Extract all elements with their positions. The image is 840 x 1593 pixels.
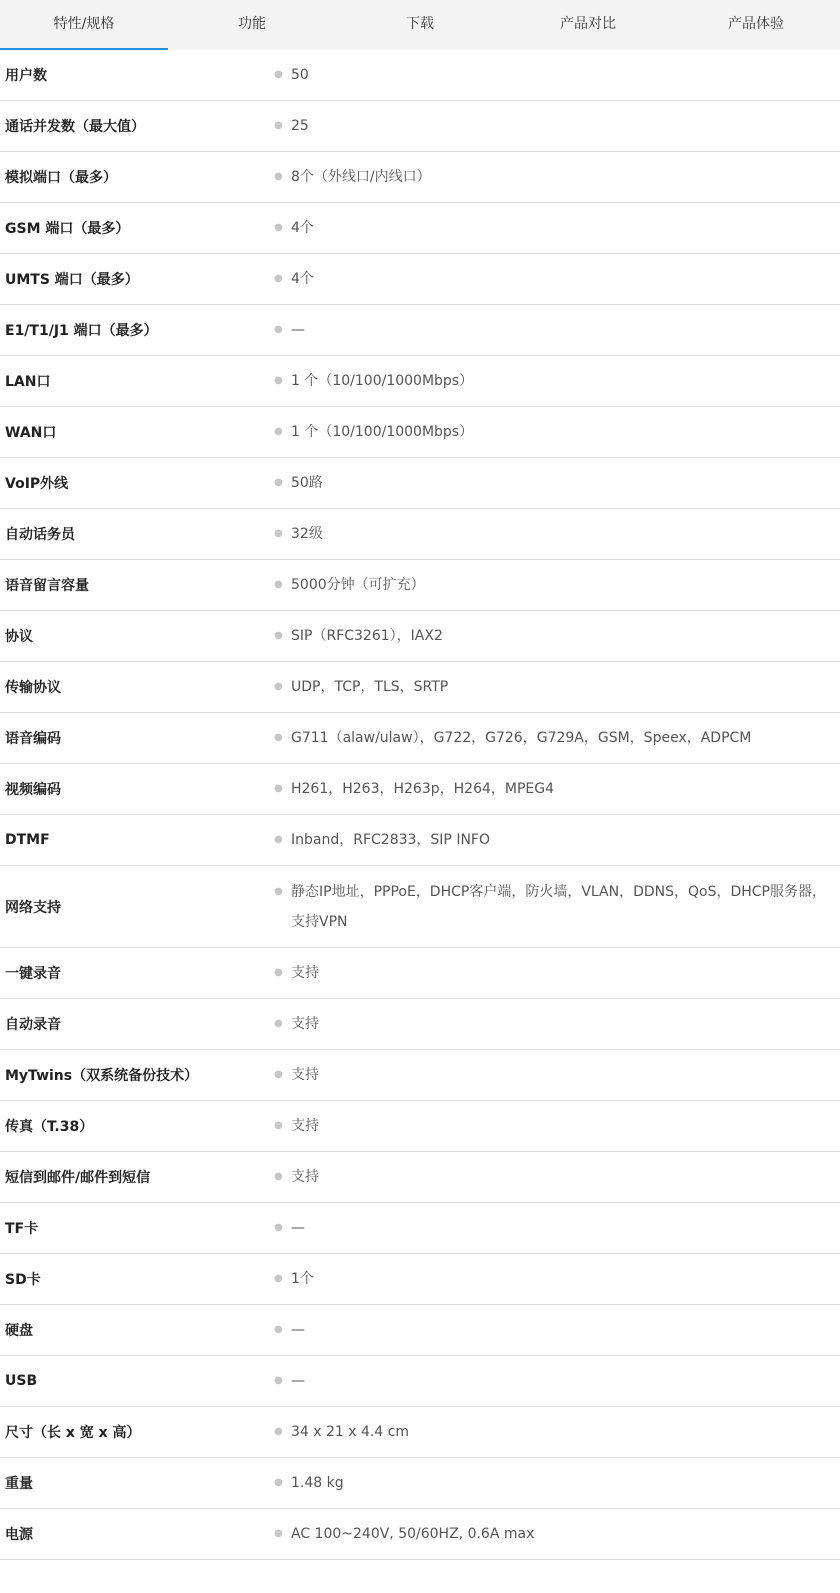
bullet-icon: ●	[274, 1018, 283, 1029]
spec-value	[274, 1111, 840, 1141]
spec-value	[274, 264, 840, 294]
spec-row-fax	[0, 1101, 840, 1152]
spec-value-text: UDP，TCP，TLS，SRTP	[291, 679, 449, 695]
bullet-icon: ●	[274, 375, 283, 386]
spec-value-text: H261，H263，H263p，H264，MPEG4	[291, 781, 555, 797]
spec-row-umts-ports	[0, 254, 840, 305]
spec-label: 尺寸（长 x 宽 x 高）	[5, 1425, 141, 1441]
spec-value-text: 32级	[291, 526, 323, 542]
spec-row-dimensions	[0, 1407, 840, 1458]
spec-row-video-codecs	[0, 764, 840, 815]
spec-label: 通话并发数（最大值）	[5, 119, 145, 135]
spec-value-text: 静态IP地址，PPPoE，DHCP客户端，防火墙，VLAN，DDNS，QoS，DHCP服务器，支持VPN	[291, 883, 826, 930]
spec-row-auto-attendant	[0, 509, 840, 560]
spec-value	[274, 315, 840, 345]
bullet-icon: ●	[274, 222, 283, 233]
spec-row-gsm-ports	[0, 203, 840, 254]
bullet-icon: ●	[274, 885, 283, 897]
bullet-icon: ●	[274, 1375, 283, 1386]
spec-value-text: 8个（外线口/内线口）	[291, 169, 431, 185]
spec-row-transport	[0, 662, 840, 713]
spec-row-usb	[0, 1356, 840, 1407]
spec-row-voip-trunks	[0, 458, 840, 509]
spec-label: USB	[5, 1373, 38, 1389]
spec-row-e1-ports	[0, 305, 840, 356]
spec-label: VoIP外线	[5, 476, 69, 492]
spec-value	[274, 825, 840, 855]
spec-label: 视频编码	[5, 782, 61, 798]
spec-row-power	[0, 1509, 840, 1560]
spec-value	[274, 877, 840, 937]
spec-label: TF卡	[5, 1221, 39, 1237]
bullet-icon: ●	[274, 477, 283, 488]
spec-value	[274, 213, 840, 243]
tab-experience[interactable]: 产品体验	[728, 16, 784, 32]
spec-label: 用户数	[5, 68, 47, 84]
spec-label: DTMF	[5, 832, 50, 848]
spec-value	[274, 1519, 840, 1549]
spec-value	[274, 958, 840, 988]
spec-value-text: 25	[291, 118, 309, 134]
spec-value-text: G711（alaw/ulaw），G722，G726，G729A，GSM，Speex，ADPCM	[291, 730, 752, 746]
spec-value-text: 4个	[291, 220, 314, 236]
spec-value	[274, 1315, 840, 1345]
spec-label: 一键录音	[5, 966, 61, 982]
spec-value-text: 50	[291, 67, 309, 83]
spec-row-voicemail	[0, 560, 840, 611]
bullet-icon: ●	[274, 120, 283, 131]
spec-value	[274, 1213, 840, 1243]
tab-downloads[interactable]: 下载	[406, 16, 434, 32]
spec-value	[274, 60, 840, 90]
spec-label: 传输协议	[5, 680, 61, 696]
spec-value	[274, 1162, 840, 1192]
spec-label: 模拟端口（最多）	[5, 170, 117, 186]
bullet-icon: ●	[274, 1273, 283, 1284]
spec-value-text: 50路	[291, 475, 323, 491]
bullet-icon: ●	[274, 783, 283, 794]
bullet-icon: ●	[274, 732, 283, 743]
bullet-icon: ●	[274, 630, 283, 641]
spec-label: 协议	[5, 629, 33, 645]
spec-value	[274, 1264, 840, 1294]
spec-label: 语音留言容量	[5, 578, 89, 594]
spec-value-text: 5000分钟（可扩充）	[291, 577, 425, 593]
spec-label: 短信到邮件/邮件到短信	[5, 1170, 151, 1186]
spec-label: E1/T1/J1 端口（最多）	[5, 323, 158, 339]
spec-value	[274, 1060, 840, 1090]
spec-row-analog-ports	[0, 152, 840, 203]
bullet-icon: ●	[274, 528, 283, 539]
spec-label: 重量	[5, 1476, 33, 1492]
spec-value	[274, 162, 840, 192]
spec-value-text: 支持	[291, 1118, 319, 1134]
spec-label: 自动话务员	[5, 527, 75, 543]
spec-value	[274, 723, 840, 753]
bullet-icon: ●	[274, 1426, 283, 1437]
bullet-icon: ●	[274, 324, 283, 335]
spec-label: MyTwins（双系统备份技术）	[5, 1068, 199, 1084]
spec-value-text: 4个	[291, 271, 314, 287]
spec-row-concurrent-calls	[0, 101, 840, 152]
spec-value-text: 1.48 kg	[291, 1475, 344, 1491]
spec-value-text: 支持	[291, 965, 319, 981]
bullet-icon: ●	[274, 681, 283, 692]
bullet-icon: ●	[274, 1477, 283, 1488]
spec-label: LAN口	[5, 374, 51, 390]
spec-row-voice-codecs	[0, 713, 840, 764]
spec-label: UMTS 端口（最多）	[5, 272, 139, 288]
spec-value	[274, 366, 840, 396]
tab-bar	[0, 0, 840, 50]
bullet-icon: ●	[274, 834, 283, 845]
bullet-icon: ●	[274, 171, 283, 182]
bullet-icon: ●	[274, 1171, 283, 1182]
spec-label: 语音编码	[5, 731, 61, 747]
spec-value-text: 支持	[291, 1016, 319, 1032]
spec-table	[0, 50, 840, 1560]
spec-value	[274, 111, 840, 141]
spec-row-tf-card	[0, 1203, 840, 1254]
spec-label: 传真（T.38）	[5, 1119, 94, 1135]
spec-value-text: 34 x 21 x 4.4 cm	[291, 1424, 410, 1440]
spec-value-text: AC 100~240V, 50/60HZ, 0.6A max	[291, 1526, 535, 1542]
bullet-icon: ●	[274, 579, 283, 590]
spec-value-text: —	[291, 1373, 305, 1389]
spec-label: 硬盘	[5, 1323, 33, 1339]
spec-row-lan	[0, 356, 840, 407]
spec-row-users	[0, 50, 840, 101]
spec-value-text: Inband，RFC2833，SIP INFO	[291, 832, 490, 848]
spec-label: 电源	[5, 1527, 33, 1543]
spec-value	[274, 1009, 840, 1039]
spec-row-sms-email	[0, 1152, 840, 1203]
bullet-icon: ●	[274, 1324, 283, 1335]
spec-value-text: 1 个（10/100/1000Mbps）	[291, 424, 474, 440]
spec-value	[274, 621, 840, 651]
spec-value-text: 1 个（10/100/1000Mbps）	[291, 373, 474, 389]
bullet-icon: ●	[274, 1222, 283, 1233]
spec-row-auto-recording	[0, 999, 840, 1050]
spec-value	[274, 468, 840, 498]
spec-row-mytwins	[0, 1050, 840, 1101]
spec-value	[274, 774, 840, 804]
bullet-icon: ●	[274, 967, 283, 978]
tab-compare[interactable]: 产品对比	[560, 16, 616, 32]
spec-value-text: —	[291, 1220, 305, 1236]
spec-row-wan	[0, 407, 840, 458]
spec-label: 自动录音	[5, 1017, 61, 1033]
bullet-icon: ●	[274, 1120, 283, 1131]
spec-value	[274, 1417, 840, 1447]
tab-features[interactable]: 功能	[238, 16, 266, 32]
spec-label: WAN口	[5, 425, 57, 441]
spec-value	[274, 417, 840, 447]
spec-value-text: 1个	[291, 1271, 314, 1287]
bullet-icon: ●	[274, 1528, 283, 1539]
spec-label: SD卡	[5, 1272, 41, 1288]
bullet-icon: ●	[274, 426, 283, 437]
spec-value-text: 支持	[291, 1169, 319, 1185]
spec-value	[274, 570, 840, 600]
spec-row-dtmf	[0, 815, 840, 866]
spec-row-protocol	[0, 611, 840, 662]
bullet-icon: ●	[274, 69, 283, 80]
spec-row-network	[0, 866, 840, 948]
spec-value-text: SIP（RFC3261），IAX2	[291, 628, 443, 644]
tab-specs[interactable]: 特性/规格	[0, 0, 168, 50]
spec-value-text: —	[291, 322, 305, 338]
bullet-icon: ●	[274, 1069, 283, 1080]
spec-value	[274, 519, 840, 549]
spec-row-weight	[0, 1458, 840, 1509]
spec-label: 网络支持	[5, 899, 61, 916]
spec-row-sd-card	[0, 1254, 840, 1305]
spec-value	[274, 1366, 840, 1396]
spec-value-text: 支持	[291, 1067, 319, 1083]
spec-value-text: —	[291, 1322, 305, 1338]
spec-row-hard-disk	[0, 1305, 840, 1356]
spec-value	[274, 672, 840, 702]
bullet-icon: ●	[274, 273, 283, 284]
spec-label: GSM 端口（最多）	[5, 221, 130, 237]
spec-value	[274, 1468, 840, 1498]
spec-row-one-touch-recording	[0, 948, 840, 999]
